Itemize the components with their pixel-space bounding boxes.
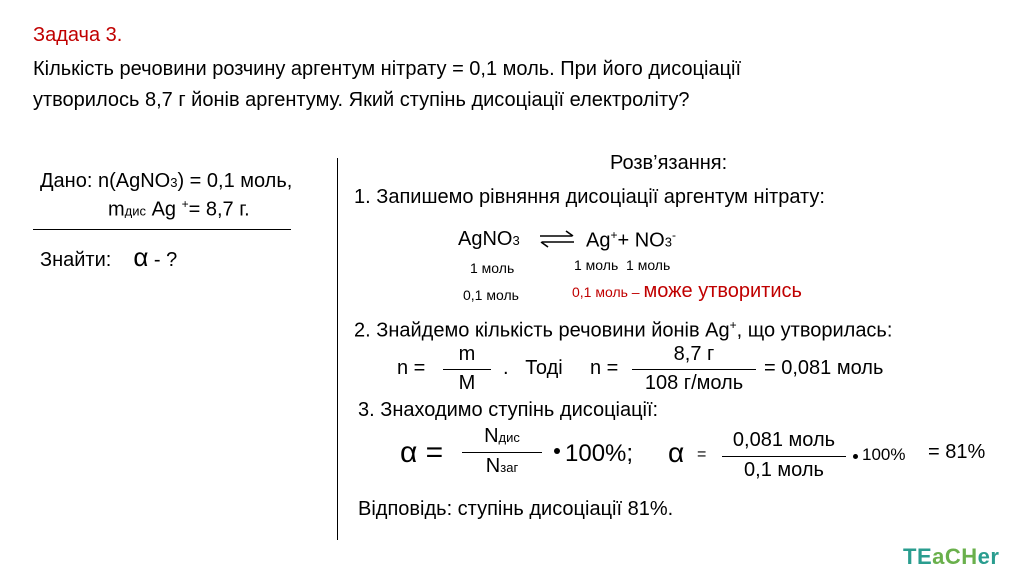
equation-ag: Ag	[586, 229, 611, 252]
fraction-2-denominator: 108 г/моль	[644, 372, 744, 394]
given-line	[40, 170, 292, 193]
fraction-3-den-letter: N	[485, 455, 501, 477]
fraction-4-bar	[722, 456, 846, 457]
equilibrium-arrows-icon	[538, 230, 576, 248]
find-label: Знайти:	[40, 249, 112, 271]
fraction-1-denominator: M	[458, 372, 476, 394]
step-2-charge: +	[729, 318, 737, 332]
equation-left-formula: AgNO	[458, 228, 513, 250]
problem-line-1: Кількість речовини розчину аргентум нітрату = 0,1 моль. При його дисоціації	[33, 58, 742, 80]
step-1: 1. Запишемо рівняння дисоціації аргентум нітрату:	[354, 186, 825, 208]
hundred-percent-2: 100%	[862, 445, 906, 464]
answer: Відповідь: ступінь дисоціації 81%.	[358, 498, 674, 520]
fraction-1-numerator: m	[458, 343, 476, 365]
equals-2: =	[697, 446, 707, 463]
equation-left	[458, 228, 520, 251]
given-m: m	[108, 198, 125, 221]
n-result: = 0,081 моль	[764, 357, 884, 379]
given-sub: 3	[170, 175, 178, 190]
amount-left: 0,1 моль	[463, 287, 519, 303]
fraction-3-den-sub: заг	[500, 460, 519, 475]
find-line	[40, 242, 177, 273]
problem-line-2: утворилось 8,7 г йонів аргентуму. Який ступінь дисоціації електроліту?	[33, 89, 690, 111]
mol-left: 1 моль	[470, 260, 515, 276]
given-value: ) = 0,1 моль,	[177, 170, 293, 192]
logo-part-2: aCH	[932, 544, 978, 569]
vertical-divider	[337, 158, 338, 540]
equation-left-sub: 3	[512, 233, 520, 248]
alpha-equals: α =	[400, 436, 444, 469]
equation-right	[586, 228, 676, 253]
logo-part-3: er	[977, 544, 1000, 569]
fraction-4-denominator: 0,1 моль	[744, 459, 824, 481]
multiply-dot-2	[853, 454, 858, 459]
fraction-3-num-sub: дис	[498, 430, 520, 445]
then-text: . Тоді	[503, 357, 563, 379]
fraction-3-bar	[462, 452, 542, 453]
alpha-2: α	[668, 437, 685, 468]
equation-no3: + NO	[617, 229, 665, 252]
solution-header: Розв’язання:	[610, 152, 728, 174]
fraction-3-denominator	[462, 455, 542, 478]
teacher-logo	[903, 544, 999, 570]
hundred-percent-1: 100%;	[565, 440, 634, 467]
equation-no3-sub: 3	[664, 234, 672, 250]
equation-ag-charge: +	[610, 228, 618, 242]
amount-right-small: 0,1 моль –	[572, 284, 644, 300]
given-m-value: = 8,7 г.	[188, 198, 250, 221]
amount-right-big: може утворитись	[643, 280, 802, 302]
find-alpha: α	[133, 242, 149, 272]
step-3: 3. Знаходимо ступінь дисоціації:	[358, 399, 659, 421]
problem-title: Задача 3.	[33, 24, 123, 46]
given-m-sub: дис	[124, 203, 147, 219]
amount-right	[572, 280, 802, 303]
step-2-text-end: , що утворилась:	[736, 319, 893, 342]
fraction-2-numerator: 8,7 г	[673, 343, 715, 365]
given-m-ion: Ag	[146, 198, 182, 221]
given-divider	[33, 229, 291, 230]
n-equals-1: n =	[397, 357, 426, 379]
given-label: Дано: n(AgNO	[40, 170, 171, 192]
mol-right: 1 моль 1 моль	[574, 257, 671, 273]
fraction-3-num-letter: N	[484, 425, 499, 447]
multiply-dot-1	[554, 448, 560, 454]
equation-no3-charge: -	[671, 228, 676, 242]
fraction-3-numerator	[462, 425, 542, 448]
fraction-4-numerator: 0,081 моль	[732, 429, 836, 451]
given-m-charge: +	[181, 197, 189, 211]
find-rest: - ?	[148, 249, 178, 271]
alpha-result: = 81%	[928, 441, 986, 463]
logo-part-1: TE	[903, 544, 933, 569]
step-2	[354, 318, 892, 343]
fraction-2-bar	[632, 369, 756, 370]
n-equals-2: n =	[590, 357, 619, 379]
given-mass-line	[108, 197, 250, 222]
fraction-1-bar	[443, 369, 491, 370]
step-2-text: 2. Знайдемо кількість речовини йонів Ag	[354, 319, 730, 342]
